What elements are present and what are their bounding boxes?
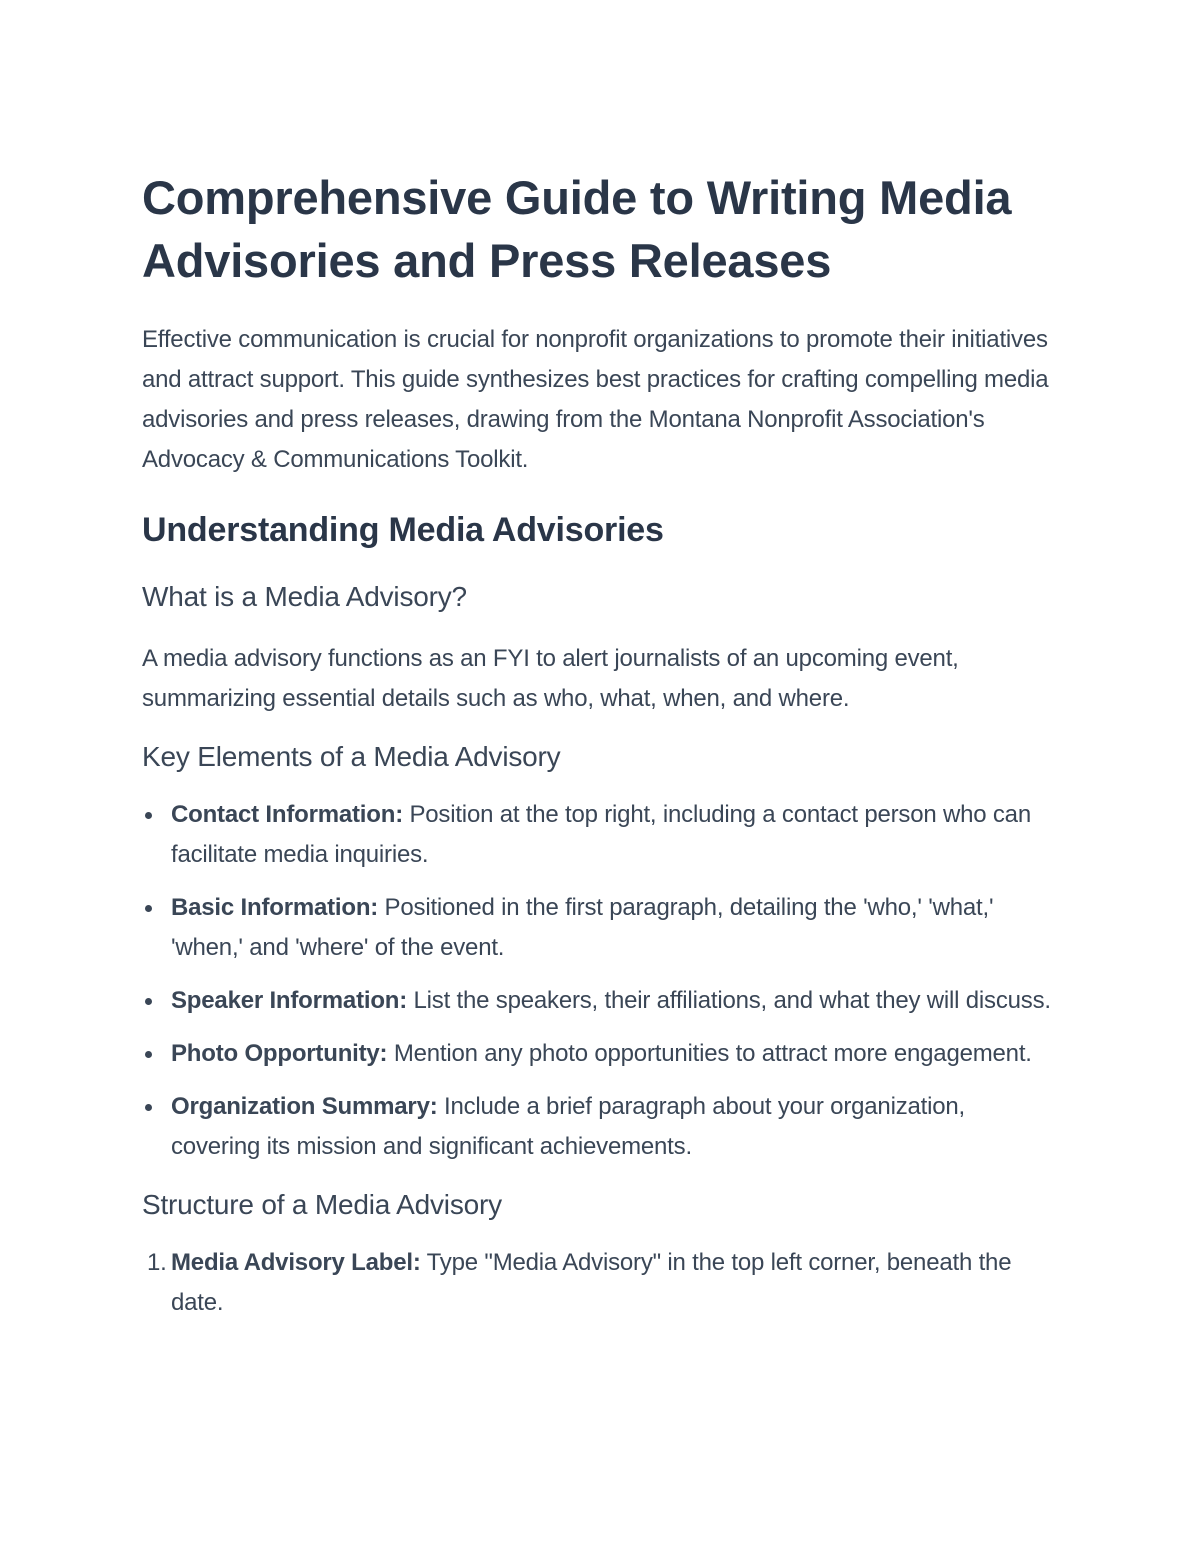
list-item-text: Type "Media Advisory" in the top left corner, beneath the date. — [171, 1249, 1012, 1316]
list-item-text: Positioned in the first paragraph, detailing the 'who,' 'what,' 'when,' and 'where' of the event. — [171, 894, 994, 961]
subheading-structure: Structure of a Media Advisory — [142, 1189, 502, 1220]
document-page — [142, 166, 1057, 1323]
list-item — [171, 981, 1057, 1021]
list-item — [171, 888, 1057, 968]
list-item-text: List the speakers, their affiliations, and what they will discuss. — [407, 987, 1051, 1014]
bullet-icon — [145, 812, 152, 819]
intro-paragraph: Effective communication is crucial for nonprofit organizations to promote their initiatives and attract support. This guide synthesizes best practices for crafting compelling media advisories and press releases, drawing from the Montana Nonprofit Association's Advocacy & Communications Toolkit. — [142, 326, 1049, 473]
list-item-term: Speaker Information: — [171, 987, 408, 1014]
bullet-icon — [145, 1104, 152, 1111]
list-item — [147, 1243, 1057, 1323]
list-item — [171, 795, 1057, 875]
list-item — [171, 1034, 1057, 1074]
list-item-term: Photo Opportunity: — [171, 1040, 388, 1067]
subheading-what-is-media-advisory: What is a Media Advisory? — [142, 581, 467, 612]
list-item-text: Position at the top right, including a contact person who can facilitate media inquiries. — [171, 801, 1031, 868]
list-item-term: Organization Summary: — [171, 1093, 438, 1120]
list-item-number: 1. — [147, 1249, 167, 1276]
subheading-key-elements: Key Elements of a Media Advisory — [142, 741, 561, 772]
key-elements-list — [142, 795, 1057, 1167]
list-item-term: Basic Information: — [171, 894, 379, 921]
list-item — [171, 1087, 1057, 1167]
list-item-text: Include a brief paragraph about your organization, covering its mission and significant achievements. — [171, 1093, 966, 1160]
section-heading-understanding-media-advisories: Understanding Media Advisories — [142, 511, 664, 549]
bullet-icon — [145, 998, 152, 1005]
document-title: Comprehensive Guide to Writing Media Advisories and Press Releases — [142, 171, 1012, 287]
what-is-media-advisory-body: A media advisory functions as an FYI to alert journalists of an upcoming event, summarizing essential details such as who, what, when, and where. — [142, 645, 959, 712]
bullet-icon — [145, 1051, 152, 1058]
structure-list — [142, 1243, 1057, 1323]
list-item-term: Contact Information: — [171, 801, 403, 828]
bullet-icon — [145, 905, 152, 912]
list-item-text: Mention any photo opportunities to attract more engagement. — [387, 1040, 1032, 1067]
list-item-term: Media Advisory Label: — [171, 1249, 421, 1276]
